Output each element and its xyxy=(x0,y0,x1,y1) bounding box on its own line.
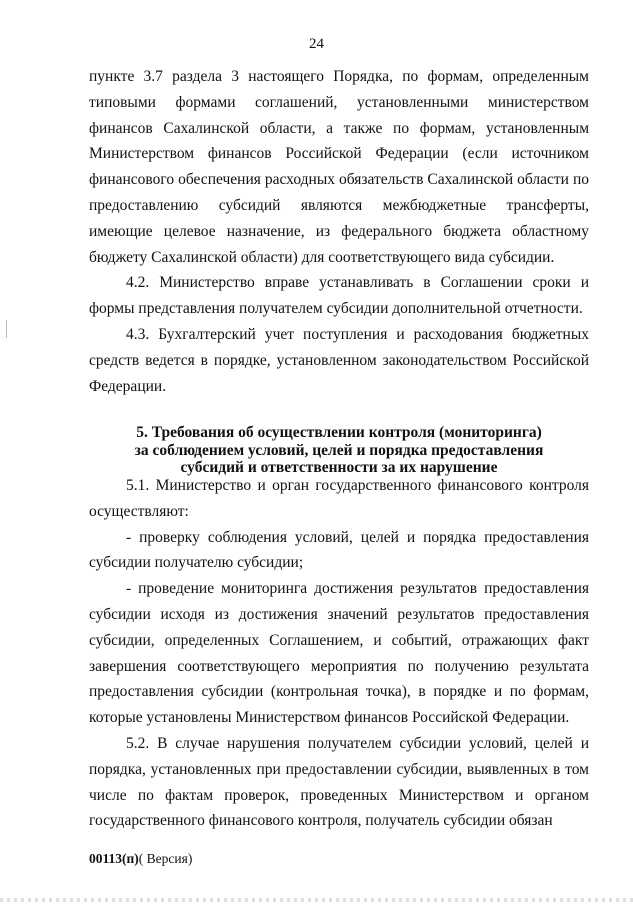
section-5-heading xyxy=(89,424,589,477)
paragraph-4-2: 4.2. Министерство вправе устанавливать в Соглашении сроки и формы представления получателем субсидии дополнительной отчетности. xyxy=(89,274,589,318)
section-heading-line-1: 5. Требования об осуществлении контроля (мониторинга) xyxy=(136,424,542,441)
paragraph-5-2: 5.2. В случае нарушения получателем субсидии условий, целей и порядка, установленных при предоставлении субсидии, выявленных в том числе по фактам проверок, проведенных Министерством и органом государственного финансового контроля, получатель субсидии обязан xyxy=(89,734,589,830)
paragraph-4-1-continuation: пункте 3.7 раздела 3 настоящего Порядка, по формам, определенным типовыми формами соглашений, установленными министерством финансов Сахалинской области, а также по формам, установленным Министерством финансов Российской Федерации (если источником финансового обеспечения расходных обязательств Сахалинской области по предоставлению субсидий являются межбюджетные трансферты, имеющие целевое назначение, из федерального бюджета областному бюджету Сахалинской области) для соответствующего вида субсидии. xyxy=(89,68,589,266)
list-item-check-compliance: - проверку соблюдения условий, целей и порядка предоставления субсидии получателю субсидии; xyxy=(89,528,589,572)
section-heading-line-3: субсидий и ответственности за их нарушение xyxy=(180,459,498,476)
paragraph-4-3: 4.3. Бухгалтерский учет поступления и расходования бюджетных средств ведется в порядке, установленном законодательством Российской Федерации. xyxy=(89,325,589,395)
document-version-code xyxy=(89,851,192,867)
document-version-label: ( Версия) xyxy=(138,851,193,866)
list-item-monitoring: - проведение мониторинга достижения результатов предоставления субсидии исходя из достижения значений результатов предоставления субсидии, определенных Соглашением, и событий, отражающих факт завершения соответствующего мероприятия по получению результата предоставления субсидии (контрольная точка), в порядке и по формам, которые установлены Министерством финансов Российской Федерации. xyxy=(89,580,589,727)
section-heading-line-2: за соблюдением условий, целей и порядка предоставления xyxy=(134,441,544,459)
page-number: 24 xyxy=(309,36,324,52)
body-text-top xyxy=(89,64,589,399)
body-text-bottom xyxy=(89,473,589,834)
scan-margin-mark xyxy=(6,320,7,338)
paragraph-5-1: 5.1. Министерство и орган государственного финансового контроля осуществляют: xyxy=(89,477,589,520)
scan-bottom-edge xyxy=(0,898,633,902)
document-code: 00113(п) xyxy=(89,851,139,866)
